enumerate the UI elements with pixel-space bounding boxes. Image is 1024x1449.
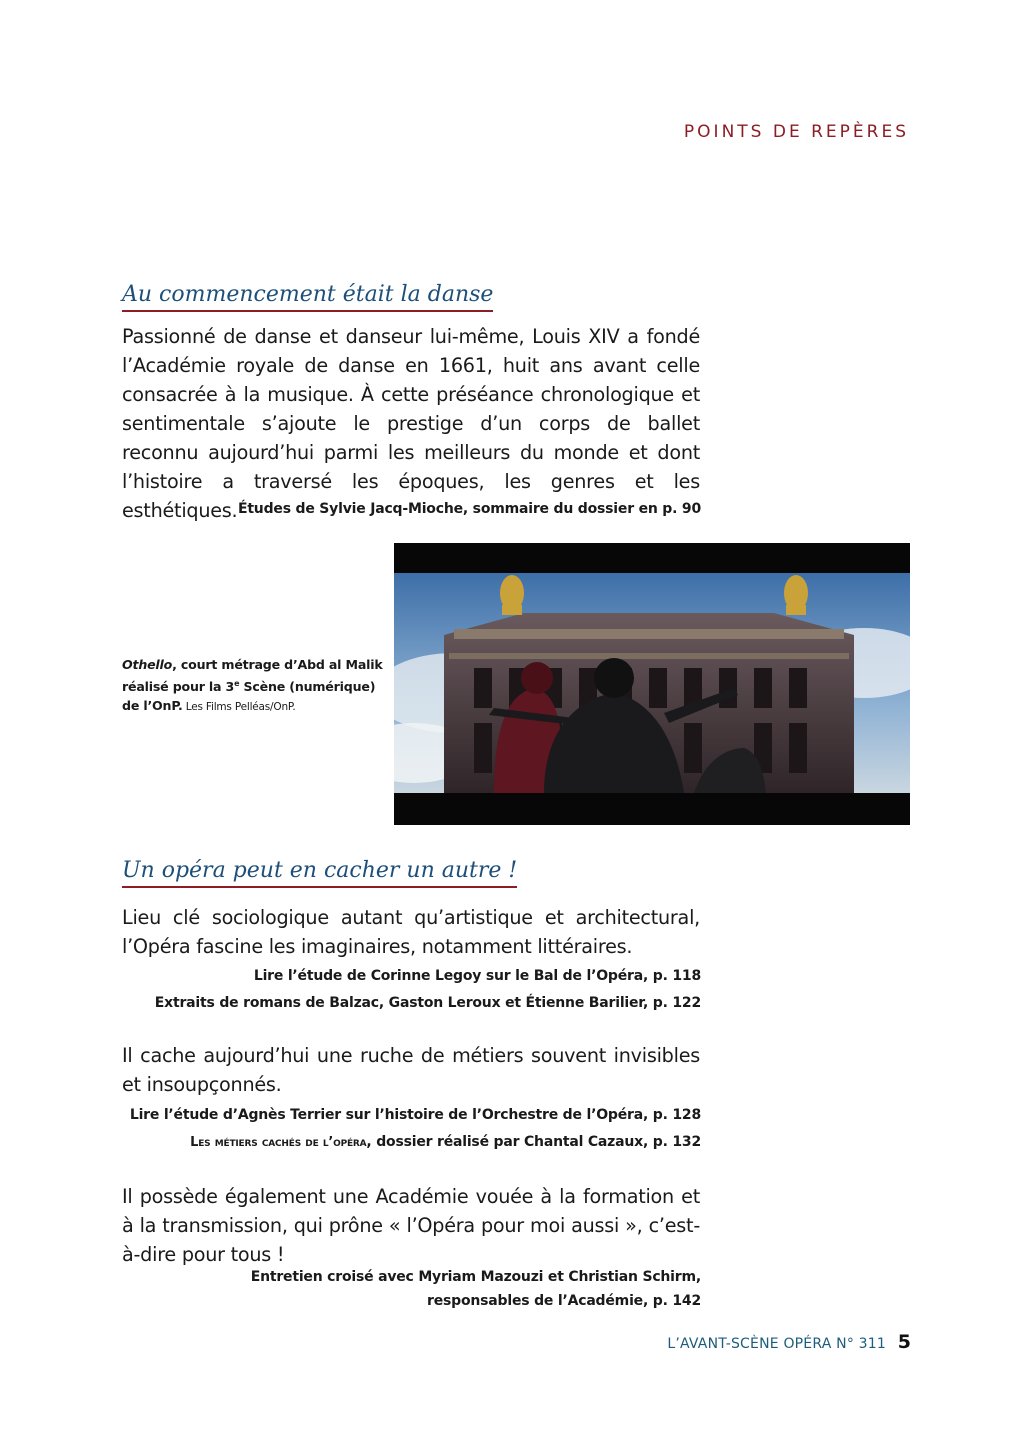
section2-reference-3-line2: responsables de l’Académie, p. 142 (427, 1293, 701, 1309)
reference-2b-rest: , dossier réalisé par Chantal Cazaux, p. 132 (366, 1134, 701, 1150)
reference-2b-caps: Les métiers cachés de l’opéra (190, 1135, 367, 1150)
opera-photo-drawing (394, 543, 910, 825)
section-kicker: POINTS DE REPÈRES (683, 122, 909, 142)
footer-publication: L’AVANT-SCÈNE OPÉRA N° 311 (667, 1336, 886, 1352)
footer-page-number: 5 (897, 1331, 911, 1353)
section2-reference-1a: Lire l’étude de Corinne Legoy sur le Bal de l’Opéra, p. 118 (253, 968, 701, 984)
section1-title: Au commencement était la danse (122, 282, 493, 312)
caption-title: Othello (122, 657, 173, 672)
section2-reference-2b (190, 1130, 701, 1155)
section2-paragraph-1: Lieu clé sociologique autant qu’artistique et architectural, l’Opéra fascine les imaginaires, notamment littéraires. (122, 906, 700, 958)
section2-reference-1b: Extraits de romans de Balzac, Gaston Leroux et Étienne Barilier, p. 122 (154, 995, 701, 1011)
figure-caption (122, 655, 384, 717)
caption-credit: Les Films Pelléas/OnP. (182, 701, 296, 714)
section1-reference: Études de Sylvie Jacq-Mioche, sommaire du dossier en p. 90 (237, 501, 701, 517)
caption-text: , court métrage d’Abd al Malik réalisé pour la 3 (122, 657, 383, 695)
caption-text-2: Scène (numérique) de l’OnP. (122, 679, 376, 714)
section2-paragraph-2: Il cache aujourd’hui une ruche de métiers souvent invisibles et insoupçonnés. (122, 1044, 700, 1096)
caption-sup: e (234, 679, 240, 688)
section2-paragraph-3: Il possède également une Académie vouée à la formation et à la transmission, qui prône « l’Opéra pour moi aussi », c’est-à-dire pour tous ! (122, 1185, 700, 1266)
section1-body: Passionné de danse et danseur lui-même, Louis XIV a fondé l’Académie royale de danse en 1661, huit ans avant celle consacrée à la musique. À cette préséance chronologique et sentimentale s’ajoute le prestige d’un corps de ballet reconnu aujourd’hui parmi les meilleurs du monde et dont l’histoire a traversé les époques, les genres et les esthétiques. (122, 325, 700, 522)
section2-reference-3-line1: Entretien croisé avec Myriam Mazouzi et Christian Schirm, (250, 1269, 701, 1285)
section2-reference-2a: Lire l’étude d’Agnès Terrier sur l’histoire de l’Orchestre de l’Opéra, p. 128 (129, 1107, 701, 1123)
opera-photo (394, 543, 910, 825)
section2-title: Un opéra peut en cacher un autre ! (122, 858, 517, 888)
